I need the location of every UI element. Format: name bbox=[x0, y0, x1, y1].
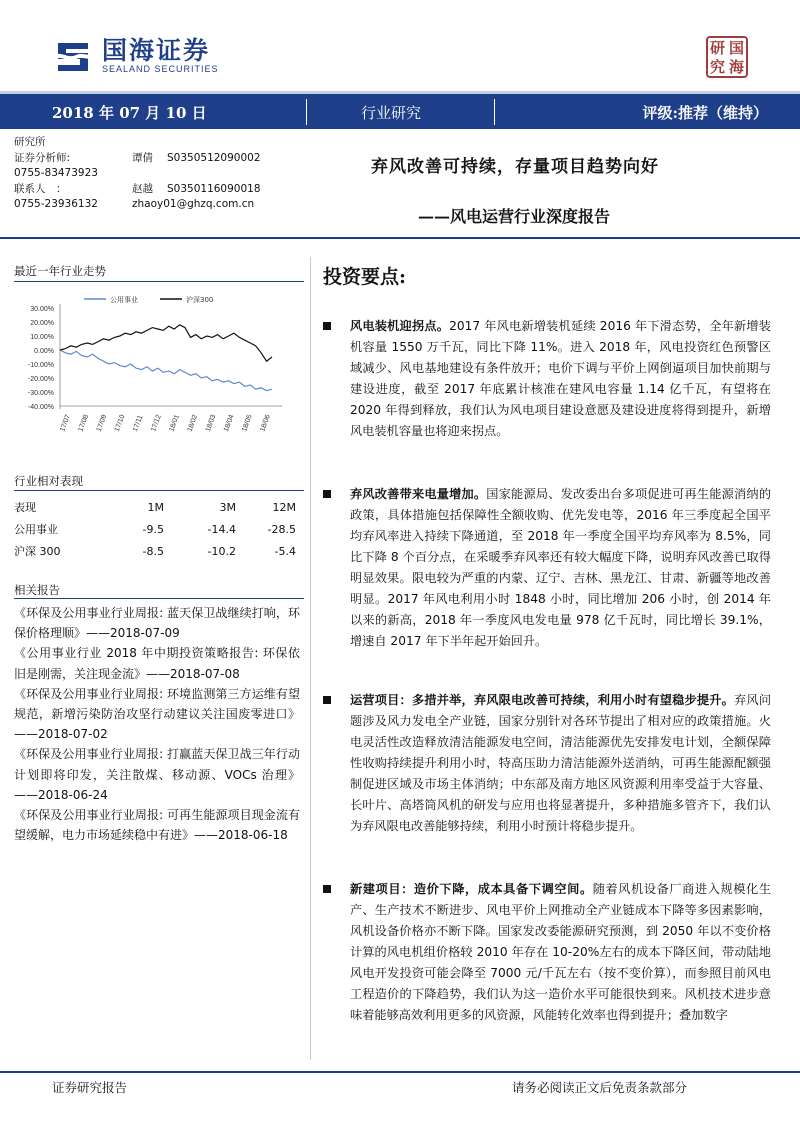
analyst-label: 证券分析师: bbox=[14, 151, 71, 164]
table-cell: -8.5 bbox=[142, 544, 164, 558]
sealand-logo-icon bbox=[52, 39, 94, 75]
analyst-license: S0350512090002 bbox=[167, 151, 261, 164]
point-text: 2017 年风电新增装机延续 2016 年下滑态势，全年新增装机容量 1550 万千瓦，同比下降 11%。进入 2018 年，风电投资红色预警区域减少、风电基地建设有条件放开；电价下调与平价上网倒逼项目加快前期与建设进度，截至 2017 年底累计核准在建风电容量 1.14 亿千瓦，有望将在 2020 年得到释放，我们认为风电项目建设意愿及建设进度将得到提升，新增风电装机容量也将迎来拐点。 bbox=[350, 319, 771, 438]
point-text: 弃风问题涉及风力发电全产业链，国家分别针对各环节提出了相对应的政策措施。火电灵活性改造释放清洁能源发电空间，清洁能源优先安排发电计划，全额保障性收购持续提升利用小时，特高压助力清洁能源外送消纳，可再生能源配额强制促进区域及市场主体消纳；中东部及南方地区风资源利用率受益于大容量、长叶片、高塔筒风机的研发与应用也将显著提升，多种措施多管齐下，我们认为弃风限电改善能够持续，利用小时预计将稳步提升。 bbox=[350, 693, 772, 833]
table-cell: -10.2 bbox=[207, 544, 236, 558]
report-type: 行业研究 bbox=[361, 104, 422, 122]
related-report-link[interactable]: 《环保及公用事业行业周报: 环境监测第三方运维有望规范，新增污染防治攻坚行动建议关注国废零进口》——2018-07-02 bbox=[14, 686, 300, 742]
investment-points-heading: 投资要点: bbox=[323, 266, 407, 288]
table-header: 12M bbox=[272, 500, 296, 514]
y-tick-label: -20.00% bbox=[27, 376, 54, 383]
y-tick-label: -30.00% bbox=[27, 390, 54, 397]
table-header: 1M bbox=[147, 500, 164, 514]
table-cell: -28.5 bbox=[267, 522, 296, 536]
table-row bbox=[14, 518, 296, 540]
contact-license: S0350116090018 bbox=[167, 182, 261, 195]
x-tick-label: 17/09 bbox=[95, 413, 109, 433]
y-tick-label: 30.00% bbox=[30, 306, 54, 313]
analyst-row bbox=[14, 197, 255, 213]
contact-email: zhaoy01@ghzq.com.cn bbox=[132, 198, 255, 211]
footer-divider bbox=[0, 1071, 800, 1073]
banner-divider bbox=[306, 99, 307, 125]
stamp-char: 研 bbox=[709, 38, 725, 57]
industry-trend-chart bbox=[14, 290, 294, 450]
banner-divider bbox=[494, 99, 495, 125]
related-report-link[interactable]: 《环保及公用事业行业周报: 蓝天保卫战继续打响，环保价格理顺》——2018-07-09 bbox=[14, 606, 300, 641]
x-tick-label: 17/07 bbox=[59, 413, 72, 433]
x-tick-label: 18/03 bbox=[204, 413, 218, 433]
report-title: 弃风改善可持续，存量项目趋势向好 bbox=[371, 157, 659, 177]
analyst-row bbox=[14, 151, 261, 167]
report-date: 2018 年 07 月 10 日 bbox=[52, 104, 207, 122]
analyst-name: 谭倩 bbox=[132, 151, 153, 164]
y-tick-label: 0.00% bbox=[34, 348, 54, 355]
x-tick-label: 18/01 bbox=[168, 413, 181, 433]
column-divider bbox=[310, 257, 311, 1060]
investment-point bbox=[323, 879, 771, 1026]
related-report-link[interactable]: 《环保及公用事业行业周报: 打赢蓝天保卫战三年行动计划即将印发，关注散煤、移动源、VOCs 治理》——2018-06-24 bbox=[14, 747, 300, 802]
series-line-公用事业 bbox=[60, 350, 272, 391]
contact-phone: 0755-23936132 bbox=[14, 198, 98, 211]
x-tick-label: 18/02 bbox=[186, 413, 200, 433]
table-cell: -5.4 bbox=[274, 544, 296, 558]
legend-label: 公用事业 bbox=[110, 296, 138, 304]
company-logo bbox=[52, 38, 219, 75]
table-cell: 沪深 300 bbox=[14, 545, 61, 558]
research-stamp-icon bbox=[706, 36, 748, 78]
analyst-row bbox=[14, 182, 261, 198]
table-header: 表现 bbox=[14, 501, 36, 514]
perf-heading: 行业相对表现 bbox=[14, 474, 83, 488]
y-tick-label: 10.00% bbox=[30, 334, 54, 341]
investment-point bbox=[323, 690, 771, 837]
report-rating: 评级:推荐（维持） bbox=[642, 104, 768, 122]
related-report-link[interactable]: 《环保及公用事业行业周报: 可再生能源项目现金流有望缓解，电力市场延续稳中有进》——2018-06-18 bbox=[14, 808, 300, 843]
point-lead: 风电装机迎拐点。 bbox=[350, 319, 450, 333]
series-line-沪深300 bbox=[60, 325, 272, 361]
point-lead: 运营项目：多措并举，弃风限电改善可持续，利用小时有望稳步提升。 bbox=[350, 693, 735, 707]
related-report-link[interactable]: 《公用事业行业 2018 年中期投资策略报告: 环保依旧是刚需，关注现金流》——2018-07-08 bbox=[14, 646, 300, 681]
point-lead: 新建项目：造价下降，成本具备下调空间。 bbox=[350, 882, 593, 896]
analyst-row bbox=[14, 135, 98, 151]
related-reports-list bbox=[14, 603, 300, 845]
analyst-phone: 0755-83473923 bbox=[14, 167, 98, 180]
contact-name: 赵越 bbox=[132, 182, 153, 195]
trend-heading: 最近一年行业走势 bbox=[14, 264, 106, 278]
y-tick-label: -10.00% bbox=[27, 362, 54, 369]
table-cell: -9.5 bbox=[142, 522, 164, 536]
y-tick-label: -40.00% bbox=[27, 404, 54, 411]
legend-label: 沪深300 bbox=[186, 296, 214, 304]
point-text: 国家能源局、发改委出台多项促进可再生能源消纳的政策，具体措施包括保障性全额收购、优先发电等，2016 年三季度起全国平均弃风率进入持续下降通道，至 2018 年一季度全国平均弃风率为 8.5%，同比下降 8 个百分点，在采暖季弃风率还有较大幅度下降，说明弃风改善已取得明显效果。限电较为严重的内蒙、辽宁、吉林、黑龙江、甘肃、新疆等地改善明显。2017 年风电利用小时 1848 小时，同比增加 206 小时，创 2014 年以来的新高，2018 年一季度风电发电量 978 亿千瓦时，同比增长 39.1%，增速自 2017 年下半年起开始回升。 bbox=[350, 487, 772, 648]
point-text: 随着风机设备厂商进入规模化生产、生产技术不断进步、风电平价上网推动全产业链成本下降等多因素影响，风机设备价格亦不断下降。国家发改委能源研究预测，到 2050 年以不变价格计算的风电机组价格较 2010 年存在 10-20%左右的成本下降区间，带动陆地风电开发投资可能会降至 7000 元/千瓦左右（按不变价算），而参照目前风电工程造价的下降趋势，我们认为这一造价水平可能很快到来。风机技术进步意味着能够高效利用更多的风资源，风能转化效率也得到提升；叠加数字 bbox=[350, 882, 772, 1022]
footer-label: 证券研究报告 bbox=[52, 1080, 128, 1095]
x-tick-label: 17/08 bbox=[77, 413, 91, 433]
x-tick-label: 18/04 bbox=[222, 413, 236, 433]
bullet-icon bbox=[323, 322, 331, 330]
analyst-label: 联系人 ： bbox=[14, 182, 67, 195]
analyst-label: 研究所 bbox=[14, 136, 46, 148]
footer-disclaimer: 请务必阅读正文后免责条款部分 bbox=[512, 1080, 688, 1095]
stamp-char: 究 bbox=[709, 57, 725, 76]
stamp-char: 国 bbox=[728, 38, 744, 57]
section-divider bbox=[14, 598, 304, 599]
x-tick-label: 17/10 bbox=[113, 413, 127, 433]
section-divider bbox=[14, 281, 304, 282]
logo-english-name: SEALAND SECURITIES bbox=[102, 64, 219, 74]
reports-heading: 相关报告 bbox=[14, 583, 60, 597]
table-cell: -14.4 bbox=[207, 522, 236, 536]
bullet-icon bbox=[323, 490, 331, 498]
bullet-icon bbox=[323, 696, 331, 704]
report-banner bbox=[0, 91, 800, 129]
x-tick-label: 18/05 bbox=[241, 413, 254, 433]
section-divider bbox=[14, 490, 304, 491]
logo-chinese-name: 国海证券 bbox=[102, 36, 211, 65]
bullet-icon bbox=[323, 885, 331, 893]
trend-chart-svg bbox=[14, 290, 294, 450]
y-tick-label: 20.00% bbox=[30, 320, 54, 327]
investment-point bbox=[323, 484, 771, 652]
x-tick-label: 18/06 bbox=[259, 413, 272, 433]
table-header-row bbox=[14, 496, 296, 518]
report-subtitle: ——风电运营行业深度报告 bbox=[418, 207, 611, 226]
table-cell: 公用事业 bbox=[14, 523, 58, 536]
investment-point bbox=[323, 316, 771, 442]
x-tick-label: 17/11 bbox=[132, 414, 145, 433]
x-tick-label: 17/12 bbox=[150, 413, 163, 433]
point-lead: 弃风改善带来电量增加。 bbox=[350, 487, 487, 501]
table-row bbox=[14, 540, 296, 562]
performance-table bbox=[14, 496, 296, 562]
table-header: 3M bbox=[219, 500, 236, 514]
analyst-info bbox=[14, 135, 261, 213]
analyst-row bbox=[14, 166, 98, 182]
stamp-char: 海 bbox=[728, 57, 744, 76]
header-divider bbox=[0, 237, 800, 239]
